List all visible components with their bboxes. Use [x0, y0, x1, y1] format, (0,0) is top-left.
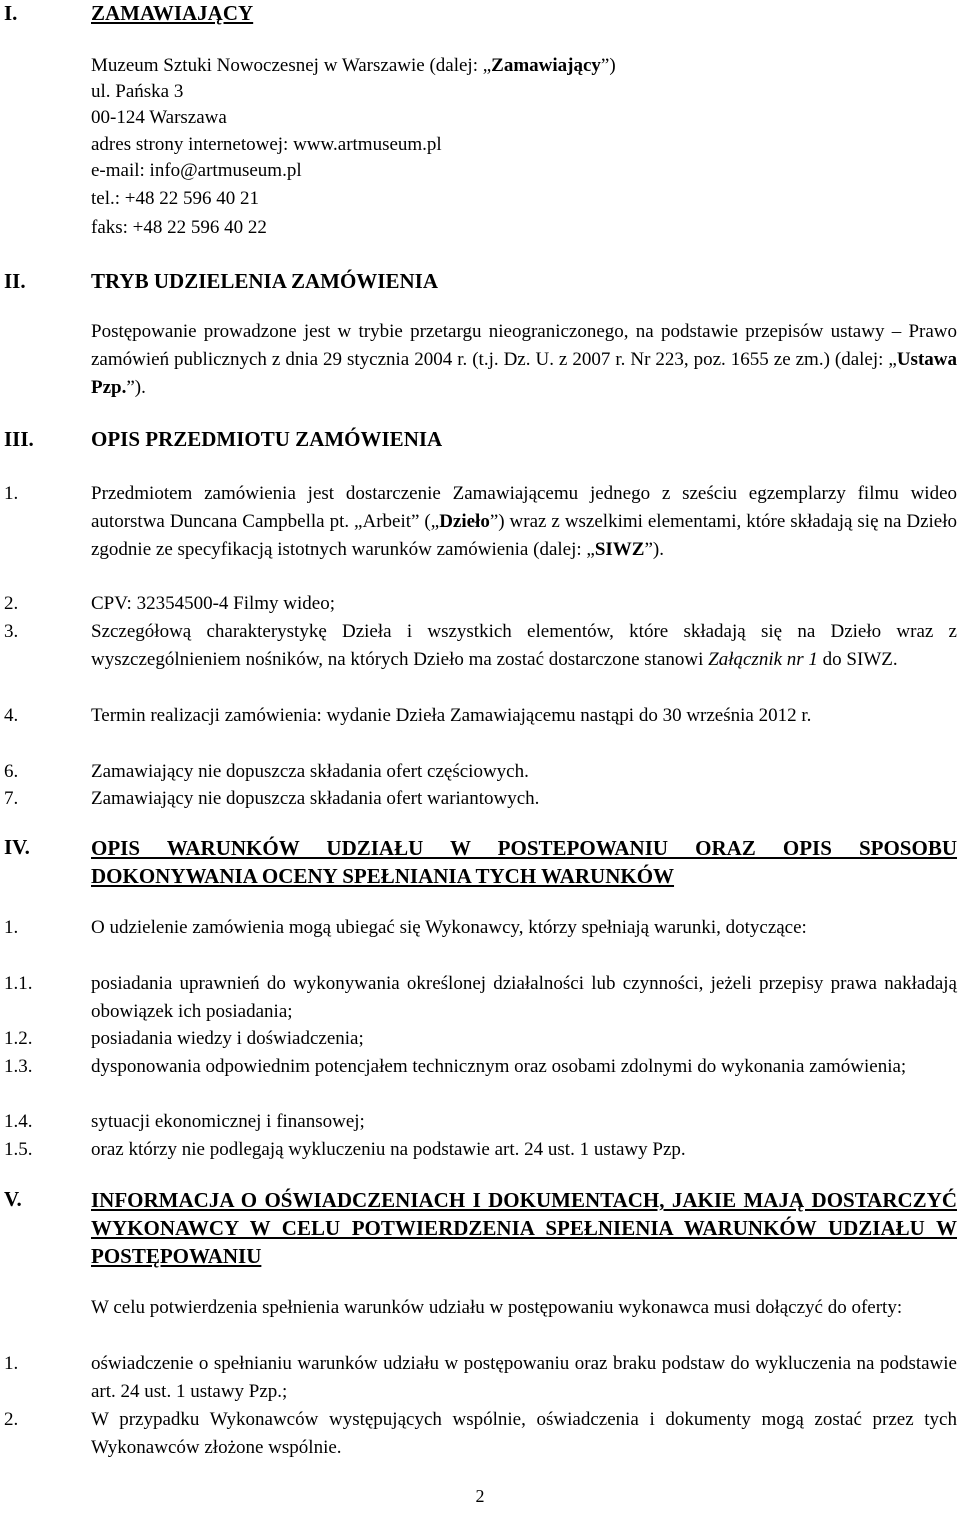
section-4-item-1-4: sytuacji ekonomicznej i finansowej;	[91, 1111, 365, 1132]
item-number: 2.	[4, 593, 19, 614]
section-3-item-7: Zamawiający nie dopuszcza składania ofert wariantowych.	[91, 788, 540, 809]
item-number: 2.	[4, 1409, 19, 1430]
item-number: 1.3.	[4, 1056, 33, 1077]
defined-term-dzielo: Dzieło	[439, 511, 490, 532]
contact-city: 00-124 Warszawa	[91, 107, 227, 128]
defined-term-siwz: SIWZ	[594, 539, 645, 560]
contact-name-line	[91, 53, 616, 79]
item-number: 4.	[4, 705, 19, 726]
section-2-title: TRYB UDZIELENIA ZAMÓWIENIA	[91, 269, 438, 293]
section-3-number: III.	[4, 427, 34, 451]
section-1-title: ZAMAWIAJĄCY	[91, 1, 254, 25]
contact-website: adres strony internetowej: www.artmuseum.pl	[91, 134, 442, 155]
attachment-reference: Załącznik nr 1	[708, 649, 818, 670]
contact-name-prefix: Muzeum Sztuki Nowoczesnej w Warszawie (dalej: „	[91, 55, 492, 76]
item-number: 1.4.	[4, 1111, 33, 1132]
section-3-item-1	[91, 480, 957, 564]
contact-phone: tel.: +48 22 596 40 21	[91, 188, 259, 209]
section-3-title: OPIS PRZEDMIOTU ZAMÓWIENIA	[91, 427, 443, 451]
section-2-paragraph	[91, 318, 957, 402]
section-2-defined-term: Ustawa Pzp.	[91, 349, 957, 398]
section-5-intro: W celu potwierdzenia spełnienia warunków udziału w postępowaniu wykonawca musi dołączyć do oferty:	[91, 1297, 903, 1318]
section-3-item-4: Termin realizacji zamówienia: wydanie Dzieła Zamawiającemu nastąpi do 30 września 2012 r.	[91, 705, 812, 726]
section-5-number: V.	[4, 1187, 22, 1211]
section-2-text-end: ”).	[126, 377, 146, 398]
contact-email: e-mail: info@artmuseum.pl	[91, 160, 302, 181]
section-5-item-2: W przypadku Wykonawców występujących wspólnie, oświadczenia i dokumenty mogą zostać przez tych Wykonawców złożone wspólnie.	[91, 1409, 957, 1458]
item-text: do SIWZ.	[817, 649, 898, 670]
item-number: 1.5.	[4, 1139, 33, 1160]
section-3-item-6: Zamawiający nie dopuszcza składania ofert częściowych.	[91, 761, 529, 782]
section-1-number: I.	[4, 1, 18, 25]
section-2-text: Postępowanie prowadzone jest w trybie przetargu nieograniczonego, na podstawie przepisów ustawy – Prawo zamówień publicznych z dnia 29 stycznia 2004 r. (t.j. Dz. U. z 2007 r. Nr 223, poz. 1655 ze zm.) (dalej: „	[91, 321, 957, 370]
contact-street: ul. Pańska 3	[91, 81, 184, 102]
item-number: 1.	[4, 1353, 19, 1374]
section-4-item-1-5: oraz którzy nie podlegają wykluczeniu na podstawie art. 24 ust. 1 ustawy Pzp.	[91, 1139, 686, 1160]
item-text: Szczegółową charakterystykę Dzieła i wszystkich elementów, które składają się na Dzieło wraz z wyszczególnieniem nośników, na których Dzieło ma zostać dostarczone stanowi	[91, 621, 957, 670]
contact-fax: faks: +48 22 596 40 22	[91, 217, 267, 238]
section-4-item-1-1: posiadania uprawnień do wykonywania określonej działalności lub czynności, jeżeli przepisy prawa nakładają obowiązek ich posiadania;	[91, 973, 957, 1022]
item-text: Przedmiotem zamówienia jest dostarczenie Zamawiającemu jednego z sześciu egzemplarzy filmu wideo autorstwa Duncana Campbella pt. „Arbeit” („	[91, 483, 957, 532]
section-3-item-3	[91, 618, 957, 674]
item-number: 3.	[4, 621, 19, 642]
section-3-item-2: CPV: 32354500-4 Filmy wideo;	[91, 593, 336, 614]
item-text: ”) wraz z wszelkimi elementami, które składają się na Dzieło zgodnie ze specyfikacją istotnych warunków zamówienia (dalej: „	[91, 511, 958, 560]
section-4-item-1-3: dysponowania odpowiednim potencjałem technicznym oraz osobami zdolnymi do wykonania zamówienia;	[91, 1056, 907, 1077]
item-number: 1.2.	[4, 1028, 33, 1049]
contact-name-bold: Zamawiający	[491, 55, 601, 76]
section-5-item-1: oświadczenie o spełnianiu warunków udziału w postępowaniu oraz braku podstaw do wykluczenia na podstawie art. 24 ust. 1 ustawy Pzp.;	[91, 1353, 957, 1402]
section-4-title: OPIS WARUNKÓW UDZIAŁU W POSTEPOWANIU ORAZ OPIS SPOSOBU DOKONYWANIA OCENY SPEŁNIANIA TYCH WARUNKÓW	[91, 836, 957, 888]
item-number: 1.	[4, 483, 19, 504]
section-4-item-1-2: posiadania wiedzy i doświadczenia;	[91, 1028, 364, 1049]
section-4-number: IV.	[4, 835, 30, 859]
item-number: 7.	[4, 788, 19, 809]
section-5-title: INFORMACJA O OŚWIADCZENIACH I DOKUMENTACH, JAKIE MAJĄ DOSTARCZYĆ WYKONAWCY W CELU POTWIERDZENIA SPEŁNIENIA WARUNKÓW UDZIAŁU W POSTĘPOWANIU	[91, 1188, 957, 1268]
contact-name-suffix: ”)	[600, 55, 616, 76]
section-2-number: II.	[4, 269, 26, 293]
item-text: ”).	[644, 539, 664, 560]
section-4-item-1: O udzielenie zamówienia mogą ubiegać się Wykonawcy, którzy spełniają warunki, dotyczące:	[91, 917, 807, 938]
item-number: 1.1.	[4, 973, 33, 994]
item-number: 6.	[4, 761, 19, 782]
page-number: 2	[475, 1486, 485, 1506]
item-number: 1.	[4, 917, 19, 938]
